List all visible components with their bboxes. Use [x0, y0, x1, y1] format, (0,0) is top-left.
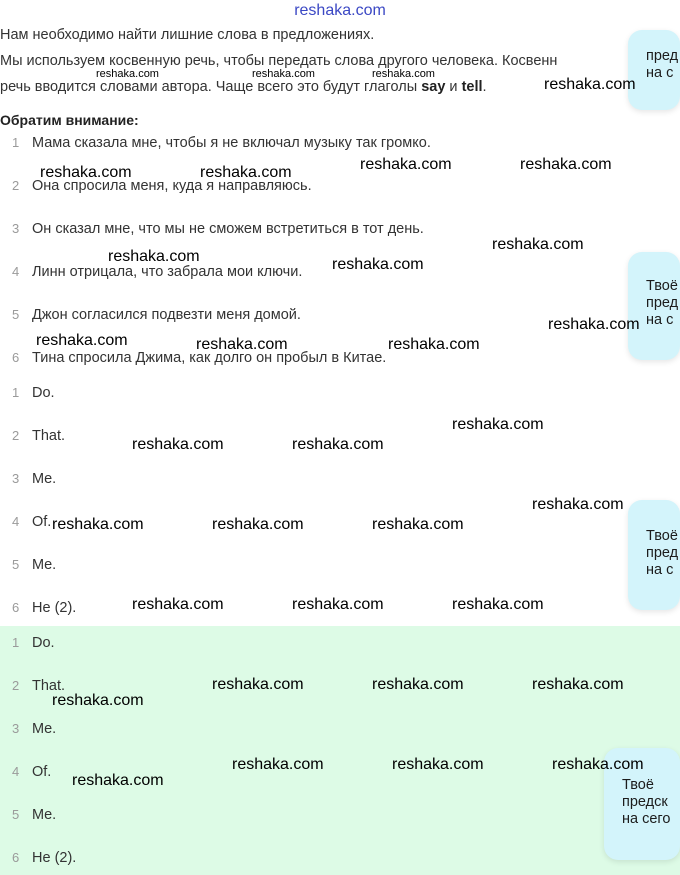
attention-heading: Обратим внимание: [0, 112, 139, 128]
row-number: 6 [12, 600, 20, 615]
watermark: reshaka.com [200, 164, 292, 181]
watermark: reshaka.com [388, 336, 480, 353]
row-number: 6 [12, 350, 20, 365]
chat-bubble[interactable] [628, 30, 680, 110]
answer-text: Me. [32, 721, 57, 737]
row-number: 4 [12, 264, 20, 279]
watermark: reshaka.com [132, 596, 224, 613]
row-number: 1 [12, 385, 20, 400]
row-number: 5 [12, 807, 20, 822]
answer-text: He (2). [32, 600, 77, 616]
watermark: reshaka.com [532, 496, 624, 513]
row-number: 2 [12, 428, 20, 443]
bubble-line: предск [622, 794, 668, 810]
watermark: reshaka.com [292, 596, 384, 613]
chat-bubble[interactable] [628, 500, 680, 610]
row-number: 1 [12, 135, 20, 150]
intro-line-3-end: . [482, 79, 487, 95]
conj: и [445, 79, 462, 95]
watermark: reshaka.com [492, 236, 584, 253]
watermark: reshaka.com [360, 156, 452, 173]
watermark: reshaka.com [52, 516, 144, 533]
watermark: reshaka.com [548, 316, 640, 333]
bubble-line: пред [646, 545, 679, 561]
row-number: 1 [12, 635, 20, 650]
sentence-text: Тина спросила Джима, как долго он пробыл в Китае. [32, 350, 387, 366]
answer-text: Of. [32, 514, 52, 530]
sentence-text: Линн отрицала, что забрала мои ключи. [32, 264, 303, 280]
row-number: 4 [12, 514, 20, 529]
verb-say: say [421, 79, 446, 95]
intro-line-3 [0, 79, 487, 95]
watermark: reshaka.com [392, 756, 484, 773]
intro-line-3-text: речь вводится словами автора. Чаще всего это будут глаголы [0, 79, 422, 95]
watermark: reshaka.com [372, 68, 435, 80]
row-number: 6 [12, 850, 20, 865]
answer-highlight-block [0, 626, 680, 875]
watermark: reshaka.com [96, 68, 159, 80]
watermark: reshaka.com [212, 676, 304, 693]
bubble-line: пред [646, 295, 679, 311]
watermark: reshaka.com [372, 516, 464, 533]
watermark: reshaka.com [52, 692, 144, 709]
watermark: reshaka.com [212, 516, 304, 533]
chat-bubble[interactable] [628, 252, 680, 360]
watermark: reshaka.com [196, 336, 288, 353]
bubble-line: Твоё [646, 278, 678, 294]
watermark: reshaka.com [372, 676, 464, 693]
watermark: reshaka.com [520, 156, 612, 173]
answer-text: Me. [32, 807, 57, 823]
watermark: reshaka.com [252, 68, 315, 80]
sentence-text: Он сказал мне, что мы не сможем встретиться в тот день. [32, 221, 424, 237]
answer-text: That. [32, 678, 66, 694]
top-watermark: reshaka.com [294, 2, 386, 19]
watermark: reshaka.com [544, 76, 636, 93]
answer-text: Do. [32, 635, 55, 651]
row-number: 2 [12, 678, 20, 693]
row-number: 3 [12, 721, 20, 736]
sentence-text: Она спросила меня, куда я направляюсь. [32, 178, 312, 194]
row-number: 5 [12, 307, 20, 322]
verb-tell: tell [461, 79, 483, 95]
bubble-line: пред [646, 48, 679, 64]
bubble-line: на с [646, 312, 674, 328]
watermark: reshaka.com [108, 248, 200, 265]
bubble-line: Твоё [646, 528, 678, 544]
row-number: 4 [12, 764, 20, 779]
row-number: 2 [12, 178, 20, 193]
bubble-line: на сего [622, 811, 671, 827]
watermark: reshaka.com [72, 772, 164, 789]
row-number: 3 [12, 221, 20, 236]
bubble-line: Твоё [622, 777, 654, 793]
bubble-line: на с [646, 562, 674, 578]
answer-text: Of. [32, 764, 52, 780]
intro-line-2: Мы используем косвенную речь, чтобы передать слова другого человека. Косвенн [0, 53, 558, 69]
watermark: reshaka.com [532, 676, 624, 693]
watermark: reshaka.com [292, 436, 384, 453]
watermark: reshaka.com [452, 416, 544, 433]
intro-line-1: Нам необходимо найти лишние слова в предложениях. [0, 27, 375, 43]
answer-text: He (2). [32, 850, 77, 866]
bubble-line: на с [646, 65, 674, 81]
answer-text: That. [32, 428, 66, 444]
watermark: reshaka.com [36, 332, 128, 349]
sentence-text: Джон согласился подвезти меня домой. [32, 307, 301, 323]
watermark: reshaka.com [40, 164, 132, 181]
watermark: reshaka.com [452, 596, 544, 613]
watermark: reshaka.com [232, 756, 324, 773]
watermark: reshaka.com [552, 756, 644, 773]
watermark: reshaka.com [132, 436, 224, 453]
watermark: reshaka.com [332, 256, 424, 273]
answer-text: Me. [32, 557, 57, 573]
answer-text: Do. [32, 385, 55, 401]
sentence-text: Мама сказала мне, чтобы я не включал музыку так громко. [32, 135, 431, 151]
row-number: 5 [12, 557, 20, 572]
answer-text: Me. [32, 471, 57, 487]
row-number: 3 [12, 471, 20, 486]
